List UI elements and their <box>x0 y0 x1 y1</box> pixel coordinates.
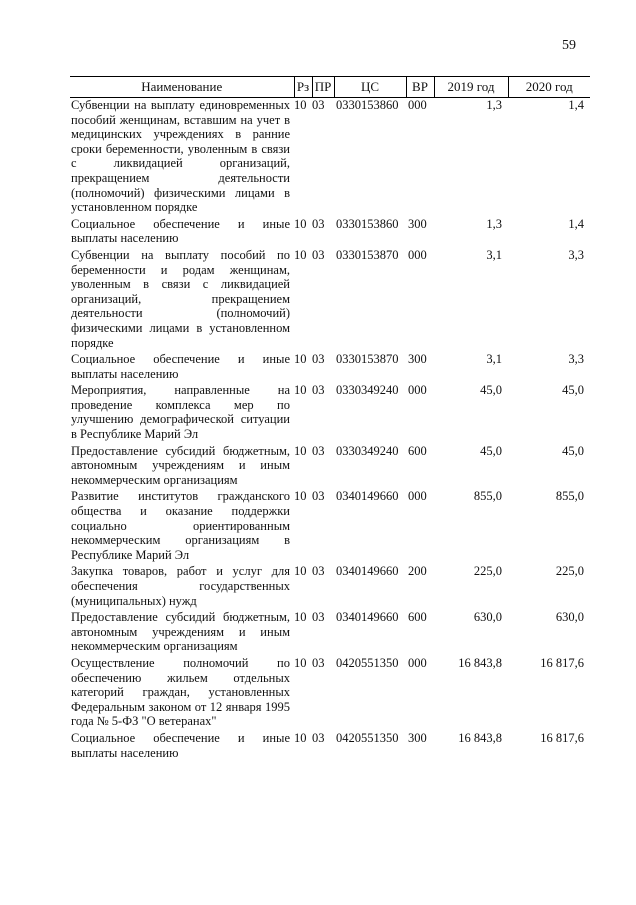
cell-pr: 03 <box>312 247 325 262</box>
cell-pr: 03 <box>312 610 325 625</box>
cell-rz: 10 <box>294 352 307 367</box>
cell-2020: 45,0 <box>562 383 584 398</box>
table-row <box>70 444 590 490</box>
header-cs: ЦС <box>334 77 406 98</box>
cell-rz: 10 <box>294 610 307 625</box>
cell-pr: 03 <box>312 655 325 670</box>
cell-cs: 0330349240 <box>336 383 399 398</box>
cell-cs: 0330153860 <box>336 216 399 231</box>
cell-2020: 16 817,6 <box>540 655 584 670</box>
table-row <box>70 352 590 383</box>
cell-vr: 300 <box>408 216 427 231</box>
cell-name: Социальное обеспечение и иные выплаты населению <box>71 352 290 381</box>
cell-cs: 0340149660 <box>336 564 399 579</box>
cell-name: Закупка товаров, работ и услуг для обеспечения государственных (муниципальных) нужд <box>71 564 290 608</box>
cell-rz: 10 <box>294 216 307 231</box>
table-row <box>70 98 590 217</box>
cell-pr: 03 <box>312 564 325 579</box>
cell-2019: 3,1 <box>486 247 502 262</box>
cell-rz: 10 <box>294 730 307 745</box>
cell-pr: 03 <box>312 489 325 504</box>
cell-name: Субвенции на выплату единовременных пособий женщинам, вставшим на учет в медицинских учреждениях в ранние сроки беременности, уволенным в связи с ликвидацией организаций, прекращением деятельности (полномочий) физическими лицами в установленном порядке <box>71 98 290 215</box>
cell-2019: 1,3 <box>486 216 502 231</box>
cell-2020: 630,0 <box>555 610 584 625</box>
cell-2020: 3,3 <box>568 247 584 262</box>
cell-2019: 630,0 <box>473 610 502 625</box>
header-rz: Рз <box>294 77 312 98</box>
cell-2019: 1,3 <box>486 98 502 112</box>
cell-pr: 03 <box>312 98 325 112</box>
cell-2020: 1,4 <box>568 216 584 231</box>
cell-2020: 225,0 <box>555 564 584 579</box>
cell-vr: 000 <box>408 383 427 398</box>
cell-2019: 45,0 <box>480 383 502 398</box>
cell-vr: 600 <box>408 610 427 625</box>
cell-rz: 10 <box>294 247 307 262</box>
table-row <box>70 383 590 443</box>
cell-name: Социальное обеспечение и иные выплаты населению <box>71 216 290 246</box>
cell-vr: 300 <box>408 352 427 367</box>
table-row <box>70 489 590 564</box>
cell-rz: 10 <box>294 98 307 112</box>
cell-2019: 16 843,8 <box>458 655 502 670</box>
cell-cs: 0340149660 <box>336 610 399 625</box>
cell-2020: 855,0 <box>555 489 584 504</box>
header-pr: ПР <box>312 77 334 98</box>
cell-cs: 0330153860 <box>336 98 399 112</box>
header-vr: ВР <box>406 77 434 98</box>
cell-vr: 000 <box>408 98 427 112</box>
cell-rz: 10 <box>294 383 307 398</box>
cell-name: Осуществление полномочий по обеспечению жильем отдельных категорий граждан, установленных Федеральным законом от 12 января 1995 года № 5-ФЗ "О ветеранах" <box>71 655 290 729</box>
cell-2019: 16 843,8 <box>458 730 502 745</box>
page-number: 59 <box>562 38 576 53</box>
header-year-2019: 2019 год <box>434 77 508 98</box>
cell-cs: 0330349240 <box>336 443 399 458</box>
table-row <box>70 656 590 731</box>
table-row <box>70 564 590 610</box>
cell-pr: 03 <box>312 443 325 458</box>
cell-2020: 16 817,6 <box>540 730 584 745</box>
cell-cs: 0330153870 <box>336 247 399 262</box>
cell-rz: 10 <box>294 443 307 458</box>
cell-2020: 1,4 <box>568 98 584 112</box>
cell-rz: 10 <box>294 564 307 579</box>
cell-2020: 45,0 <box>562 443 584 458</box>
cell-name: Мероприятия, направленные на проведение комплекса мер по улучшению демографической ситуации в Республике Марий Эл <box>71 383 290 442</box>
header-year-2020: 2020 год <box>508 77 590 98</box>
cell-name: Предоставление субсидий бюджетным, автономным учреждениям и иным некоммерческим организациям <box>71 443 290 487</box>
cell-pr: 03 <box>312 383 325 398</box>
table-header-row <box>70 77 590 98</box>
cell-pr: 03 <box>312 216 325 231</box>
cell-2019: 3,1 <box>486 352 502 367</box>
cell-name: Предоставление субсидий бюджетным, автономным учреждениям и иным некоммерческим организациям <box>71 610 290 654</box>
cell-cs: 0420551350 <box>336 655 399 670</box>
cell-vr: 300 <box>408 730 427 745</box>
cell-vr: 600 <box>408 443 427 458</box>
cell-2019: 225,0 <box>473 564 502 579</box>
cell-name: Субвенции на выплату пособий по беременности и родам женщинам, уволенным в связи с ликвидацией организаций, прекращением деятельности (полномочий) физическими лицами в установленном порядке <box>71 247 290 350</box>
budget-table <box>70 76 590 762</box>
cell-rz: 10 <box>294 489 307 504</box>
cell-cs: 0420551350 <box>336 730 399 745</box>
cell-name: Социальное обеспечение и иные выплаты населению <box>71 730 290 760</box>
cell-2019: 855,0 <box>473 489 502 504</box>
header-name: Наименование <box>70 77 294 98</box>
table-row <box>70 610 590 656</box>
cell-vr: 200 <box>408 564 427 579</box>
table-row <box>70 248 590 352</box>
table-row <box>70 731 590 762</box>
cell-cs: 0330153870 <box>336 352 399 367</box>
cell-rz: 10 <box>294 655 307 670</box>
cell-name: Развитие институтов гражданского общества и оказание поддержки социально ориентированным некоммерческим организациям в Республике Марий Эл <box>71 489 290 562</box>
cell-2019: 45,0 <box>480 443 502 458</box>
cell-cs: 0340149660 <box>336 489 399 504</box>
cell-pr: 03 <box>312 352 325 367</box>
cell-vr: 000 <box>408 247 427 262</box>
cell-vr: 000 <box>408 489 427 504</box>
cell-2020: 3,3 <box>568 352 584 367</box>
table-row <box>70 217 590 248</box>
cell-pr: 03 <box>312 730 325 745</box>
cell-vr: 000 <box>408 655 427 670</box>
